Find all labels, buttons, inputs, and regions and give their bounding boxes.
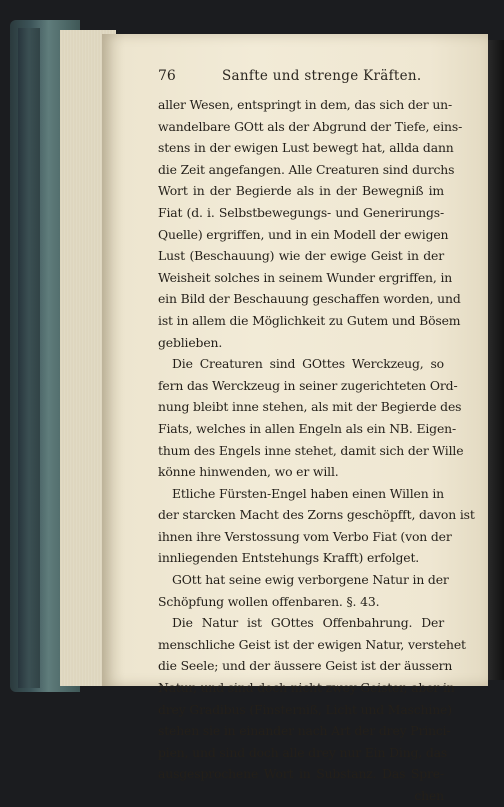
text-line: könne hinwenden, wo er will. — [158, 464, 339, 480]
text-line: Weisheit solches in seinem Wunder ergriffen, in — [158, 269, 453, 285]
text-line: Etliche Fürsten-Engel haben einen Willen in — [172, 485, 444, 501]
text-line: Fiats, welches in allen Engeln als ein NB. Eigen- — [158, 420, 457, 436]
text-line: Schöpfung wollen offenbaren. §. 43. — [158, 593, 380, 609]
text-line: pien, und sind doch alle drey nur Ein Ding, das — [158, 744, 448, 760]
text-line: geblieben. — [158, 334, 223, 350]
text-line: menschliche Geist ist der ewigen Natur, verstehet — [158, 636, 466, 652]
text-line: nung bleibt inne stehen, als mit der Begierde des — [158, 399, 462, 415]
text-line: stehen sie in einander nach Art der drey Princi- — [158, 723, 451, 739]
text-line: chen — [414, 788, 444, 803]
text-line: thum des Engels inne stehet, damit sich der Wille — [158, 442, 464, 458]
text-line: drey Gradibus (Finsterniß, Licht und Maschine) — [158, 701, 452, 717]
text-line: Die Creaturen sind GOttes Werckzeug, so — [172, 356, 444, 372]
text-line: ein Bild der Beschauung geschaffen worden, und — [158, 291, 461, 307]
text-line: Die Natur ist GOttes Offenbahrung. Der — [172, 615, 444, 631]
book-spine-edge — [18, 28, 40, 688]
text-line: stens in der ewigen Lust bewegt hat, allda dann — [158, 140, 454, 156]
page-body-text — [158, 94, 475, 807]
facing-page-shadow — [488, 40, 504, 680]
text-line: der starcken Macht des Zorns geschöpfft, davon ist — [158, 507, 475, 523]
text-line: Quelle) ergriffen, und in ein Modell der ewigen — [158, 226, 449, 242]
text-line: Lust (Beschauung) wie der ewige Geist in der — [158, 248, 444, 264]
text-line: wandelbare GOtt als der Abgrund der Tiefe, eins- — [158, 118, 463, 134]
text-line: GOtt hat seine ewig verborgene Natur in der — [172, 572, 449, 588]
text-line: die Zeit angefangen. Alle Creaturen sind durchs — [158, 161, 455, 177]
text-line: Wort in der Begierde als in der Bewegniß im — [158, 183, 444, 199]
text-line: ist in allem die Möglichkeit zu Gutem und Bösem — [158, 312, 461, 328]
text-line: Natur, und sind doch nicht zwey Geister, aber in — [158, 680, 455, 696]
page-number: 76 — [158, 68, 176, 84]
text-line: innliegenden Entstehungs Krafft) erfolget. — [158, 550, 420, 566]
text-line: ihnen ihre Verstossung vom Verbo Fiat (von der — [158, 528, 452, 544]
text-line: ausgesprochene Wort in Substanz. Das Spre- — [158, 766, 444, 782]
text-line: aller Wesen, entspringt in dem, das sich der un- — [158, 97, 453, 112]
running-head: Sanfte und strenge Kräften. — [222, 68, 422, 84]
text-line: Fiat (d. i. Selbstbewegungs- und Generirungs- — [158, 204, 444, 220]
text-line: fern das Werckzeug in seiner zugerichteten Ord- — [158, 377, 458, 393]
text-line: die Seele; und der äussere Geist ist der äussern — [158, 658, 453, 674]
